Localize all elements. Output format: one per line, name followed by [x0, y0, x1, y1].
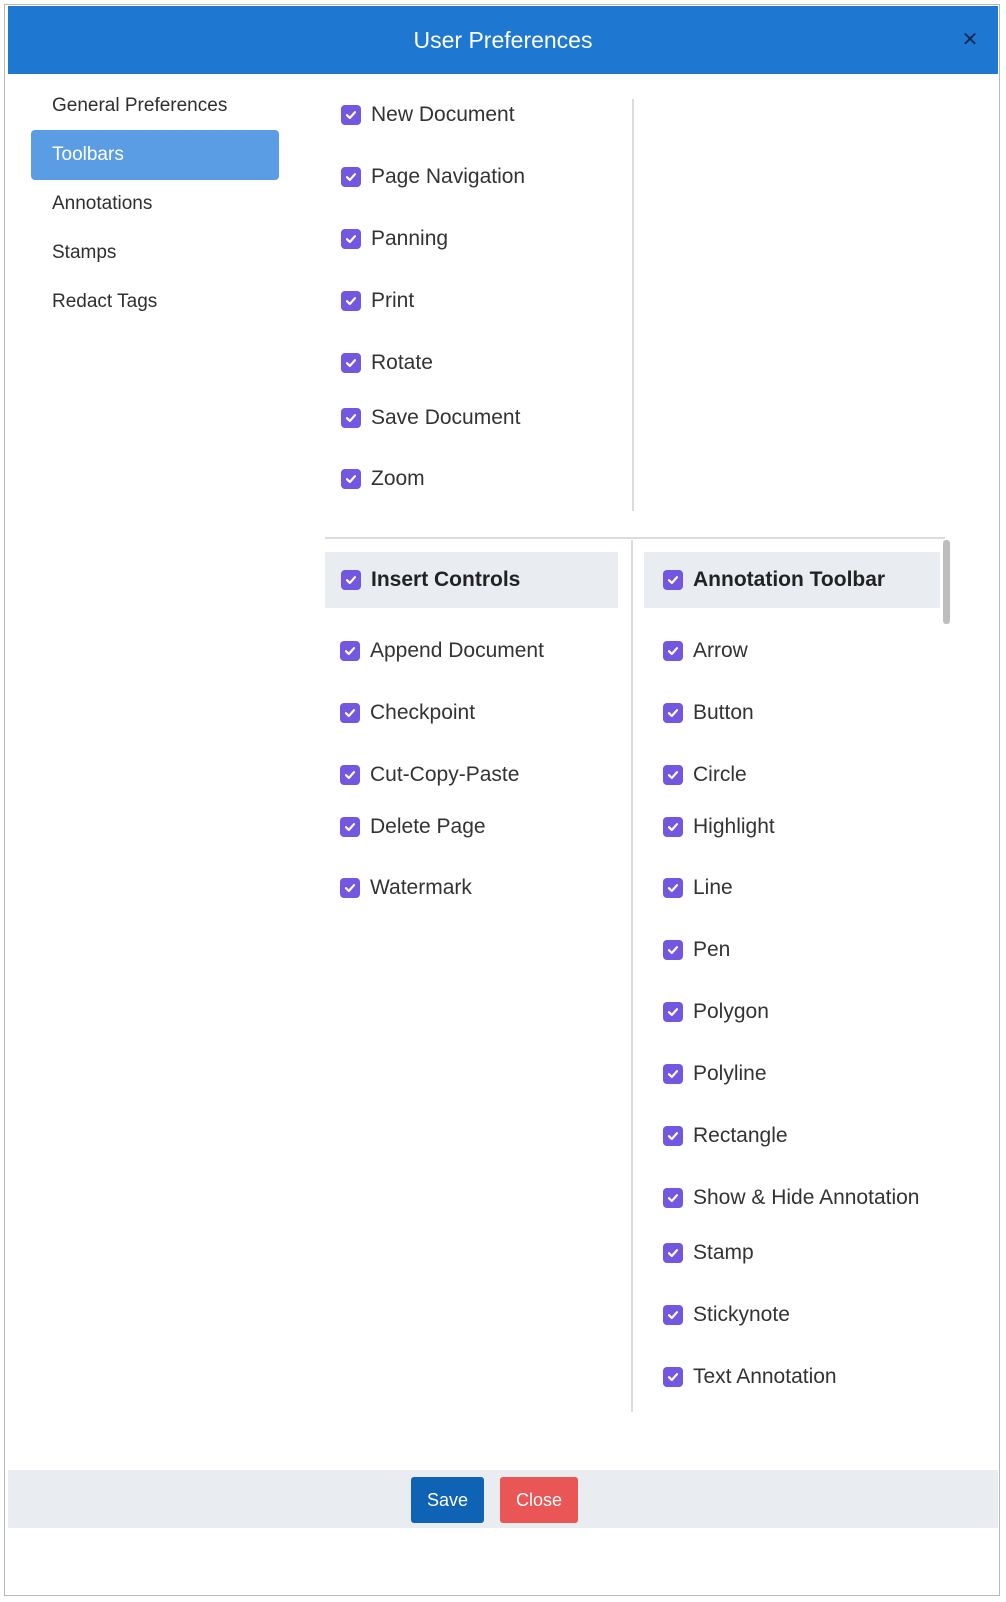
checkbox-checked-icon	[663, 940, 683, 960]
checkbox-label: New Document	[371, 103, 515, 126]
checkbox-button[interactable]	[663, 698, 754, 728]
checkbox-polygon[interactable]	[663, 997, 769, 1027]
checkbox-checked-icon	[663, 703, 683, 723]
dialog-header	[8, 6, 998, 74]
checkbox-page-navigation[interactable]	[341, 162, 525, 192]
checkbox-checked-icon	[663, 817, 683, 837]
checkbox-checked-icon	[340, 878, 360, 898]
checkbox-checked-icon	[663, 1243, 683, 1263]
checkbox-show-hide-annotation[interactable]	[663, 1183, 920, 1213]
checkbox-label: Stickynote	[693, 1303, 790, 1326]
save-button[interactable]: Save	[411, 1477, 484, 1523]
checkbox-label: Rectangle	[693, 1124, 788, 1147]
checkbox-label: Rotate	[371, 351, 433, 374]
sidebar-item-redact-tags[interactable]: Redact Tags	[52, 291, 158, 312]
checkbox-line[interactable]	[663, 873, 733, 903]
close-button[interactable]: Close	[500, 1477, 578, 1523]
checkbox-checked-icon	[663, 765, 683, 785]
checkbox-cut-copy-paste[interactable]	[340, 760, 519, 790]
checkbox-annotation-toolbar[interactable]	[663, 565, 885, 595]
checkbox-label: Checkpoint	[370, 701, 476, 724]
insert-controls-header	[325, 552, 618, 608]
checkbox-rotate[interactable]	[341, 348, 433, 378]
checkbox-checked-icon	[663, 1002, 683, 1022]
checkbox-label: Delete Page	[370, 815, 486, 838]
checkbox-circle[interactable]	[663, 760, 747, 790]
checkbox-checked-icon	[663, 1367, 683, 1387]
checkbox-label: Stamp	[693, 1241, 754, 1264]
user-preferences-dialog	[4, 4, 1000, 1596]
checkbox-checked-icon	[340, 703, 360, 723]
checkbox-checked-icon	[341, 167, 361, 187]
checkbox-label: Pen	[693, 938, 731, 961]
checkbox-delete-page[interactable]	[340, 812, 486, 842]
checkbox-checked-icon	[341, 570, 361, 590]
dialog-title: User Preferences	[413, 27, 593, 53]
checkbox-label: Append Document	[370, 639, 544, 662]
checkbox-checked-icon	[663, 1126, 683, 1146]
checkbox-print[interactable]	[341, 286, 414, 316]
group-header-label: Annotation Toolbar	[693, 568, 886, 591]
checkbox-label: Arrow	[693, 639, 748, 662]
checkbox-checked-icon	[341, 469, 361, 489]
checkbox-checked-icon	[341, 229, 361, 249]
checkbox-label: Panning	[371, 227, 449, 250]
checkbox-insert-controls[interactable]	[341, 565, 520, 595]
checkbox-save-document[interactable]	[341, 403, 520, 433]
checkbox-checked-icon	[341, 291, 361, 311]
checkbox-pen[interactable]	[663, 935, 730, 965]
close-icon[interactable]: ✕	[961, 29, 979, 51]
sidebar-item-toolbars[interactable]: Toolbars	[31, 130, 279, 180]
checkbox-label: Polygon	[693, 1000, 769, 1023]
checkbox-checked-icon	[341, 353, 361, 373]
checkbox-highlight[interactable]	[663, 812, 775, 842]
checkbox-label: Button	[693, 701, 754, 724]
checkbox-checked-icon	[663, 570, 683, 590]
checkbox-stickynote[interactable]	[663, 1300, 790, 1330]
checkbox-checked-icon	[663, 1188, 683, 1208]
checkbox-checked-icon	[663, 1305, 683, 1325]
checkbox-polyline[interactable]	[663, 1059, 767, 1089]
checkbox-checked-icon	[663, 878, 683, 898]
checkbox-watermark[interactable]	[340, 873, 472, 903]
sidebar-item-annotations[interactable]: Annotations	[52, 193, 153, 214]
checkbox-label: Line	[693, 876, 733, 899]
checkbox-checked-icon	[663, 1064, 683, 1084]
checkbox-arrow[interactable]	[663, 636, 748, 666]
checkbox-label: Show & Hide Annotation	[693, 1186, 920, 1209]
checkbox-checked-icon	[340, 641, 360, 661]
sidebar-item-general-preferences[interactable]: General Preferences	[52, 95, 228, 116]
checkbox-label: Save Document	[371, 406, 521, 429]
checkbox-append-document[interactable]	[340, 636, 544, 666]
checkbox-label: Polyline	[693, 1062, 767, 1085]
column-divider	[632, 99, 634, 511]
checkbox-label: Circle	[693, 763, 747, 786]
checkbox-checked-icon	[340, 817, 360, 837]
checkbox-text-annotation[interactable]	[663, 1362, 837, 1392]
column-divider	[631, 540, 633, 1412]
scrollbar-thumb[interactable]	[943, 540, 950, 624]
sidebar-item-stamps[interactable]: Stamps	[52, 242, 117, 263]
checkbox-zoom[interactable]	[341, 464, 425, 494]
checkbox-label: Print	[371, 289, 415, 312]
group-header-label: Insert Controls	[371, 568, 521, 591]
checkbox-label: Page Navigation	[371, 165, 526, 188]
checkbox-panning[interactable]	[341, 224, 448, 254]
checkbox-rectangle[interactable]	[663, 1121, 788, 1151]
checkbox-checked-icon	[341, 408, 361, 428]
checkbox-checked-icon	[663, 641, 683, 661]
section-divider	[325, 537, 945, 539]
annotation-toolbar-header	[644, 552, 940, 608]
checkbox-label: Text Annotation	[693, 1365, 837, 1388]
dialog-footer	[8, 1470, 998, 1528]
checkbox-checked-icon	[340, 765, 360, 785]
checkbox-label: Cut-Copy-Paste	[370, 763, 520, 786]
checkbox-stamp[interactable]	[663, 1238, 754, 1268]
checkbox-label: Zoom	[371, 467, 425, 490]
checkbox-checked-icon	[341, 105, 361, 125]
checkbox-label: Highlight	[693, 815, 775, 838]
checkbox-label: Watermark	[370, 876, 472, 899]
checkbox-checkpoint[interactable]	[340, 698, 475, 728]
checkbox-new-document[interactable]	[341, 100, 515, 130]
